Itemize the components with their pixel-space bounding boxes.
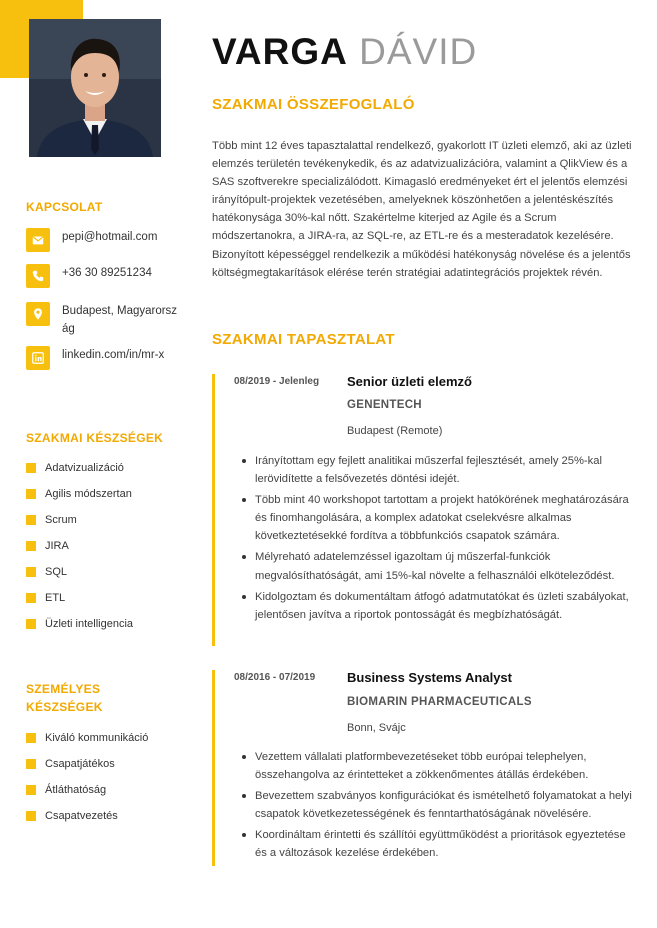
last-name: DÁVID <box>359 31 478 72</box>
square-bullet-icon <box>26 619 36 629</box>
contact-location-text: Budapest, Magyarország <box>62 305 178 335</box>
email-icon <box>26 228 50 252</box>
square-bullet-icon <box>26 489 36 499</box>
square-bullet-icon <box>26 759 36 769</box>
job-bullet-list <box>238 748 636 866</box>
list-item: ETL <box>26 585 133 611</box>
contact-email[interactable] <box>26 228 182 252</box>
job-bullet-list <box>238 452 636 627</box>
list-item: Csapatvezetés <box>26 803 148 829</box>
list-item: JIRA <box>26 533 133 559</box>
contact-phone-text: +36 30 89251234 <box>62 267 152 279</box>
list-item: Vezettem vállalati platformbevezetéseket több európai telephelyen, összehangolva az érintetteket a zökkenőmentes átállás érdekében. <box>238 748 636 784</box>
list-item: Bevezettem szabványos konfigurációkat és ismételhető folyamatokat a helyi csapatok következetességének és fenntarthatóságának növelésére. <box>238 787 636 823</box>
list-item: Üzleti intelligencia <box>26 611 133 637</box>
list-item: SQL <box>26 559 133 585</box>
contact-linkedin-text: linkedin.com/in/mr-x <box>62 349 165 361</box>
job-company: BIOMARIN PHARMACEUTICALS <box>347 696 532 708</box>
linkedin-icon <box>26 346 50 370</box>
square-bullet-icon <box>26 811 36 821</box>
job-title: Senior üzleti elemző <box>347 374 472 389</box>
list-item: Scrum <box>26 507 133 533</box>
professional-skills-heading: SZAKMAI KÉSZSÉGEK <box>26 431 164 445</box>
job-location: Bonn, Svájc <box>347 722 406 734</box>
list-item: Kidolgoztam és dokumentáltam átfogó adatmutatókat és üzleti szabályokat, jelentősen javítva a riportok pontosságát és megbízhatóságát. <box>238 588 636 624</box>
contact-location <box>26 302 182 338</box>
job-location: Budapest (Remote) <box>347 425 443 437</box>
contact-email-text: pepi@hotmail.com <box>62 231 158 243</box>
phone-icon <box>26 264 50 288</box>
experience-heading: SZAKMAI TAPASZTALAT <box>212 331 395 348</box>
first-name: VARGA <box>212 31 348 72</box>
job-company: GENENTECH <box>347 399 422 411</box>
square-bullet-icon <box>26 567 36 577</box>
job-date: 08/2016 - 07/2019 <box>234 672 316 683</box>
square-bullet-icon <box>26 541 36 551</box>
square-bullet-icon <box>26 463 36 473</box>
summary-text: Több mint 12 éves tapasztalattal rendelkező, gyakorlott IT üzleti elemző, aki az üzleti elemzés területén tevékenykedik, és az adatvizualizációra, valamint a QlikView és a SAS szoftverekre specializálódott. Kimagasló eredményeket ért el jelentős elemzési irányítópult-projektek vezetésében, amelyeknek köszönhetően a jelentéskészítés hatékonysága 30%-kal nőtt. Szakértelme kiterjed az Agile és a Scrum módszertanokra, a JIRA-ra, az SQL-re, az ETL-re és a mesteradatok kezelésére. Bizonyított képességgel rendelkezik a működési hatékonyság növelése és a jelentős költségmegtakarítások elérése terén stratégiai adatintegrációs projektek révén. <box>212 140 632 279</box>
list-item: Több mint 40 workshopot tartottam a projekt hatókörének meghatározására és finomhangolására, a komplex adatokat cselekvésre alkalmas következtetésekké fordítva a többfunkciós csapatok számára. <box>238 491 636 545</box>
contact-linkedin[interactable] <box>26 346 182 370</box>
job-timeline-bar <box>212 374 215 646</box>
job-title: Business Systems Analyst <box>347 670 512 685</box>
job-entry <box>212 374 642 646</box>
square-bullet-icon <box>26 733 36 743</box>
contact-heading: KAPCSOLAT <box>26 200 103 214</box>
location-icon <box>26 302 50 326</box>
list-item: Koordináltam érintetti és szállítói együttműködést a prioritások egyeztetése és a változások kezelése érdekében. <box>238 826 636 862</box>
square-bullet-icon <box>26 593 36 603</box>
job-date: 08/2019 - Jelenleg <box>234 376 320 387</box>
person-name <box>212 30 477 74</box>
job-timeline-bar <box>212 670 215 866</box>
sidebar <box>0 0 200 928</box>
list-item: Agilis módszertan <box>26 481 133 507</box>
list-item: Kiváló kommunikáció <box>26 725 148 751</box>
personal-skills-list <box>26 725 148 829</box>
summary-heading: SZAKMAI ÖSSZEFOGLALÓ <box>212 96 415 113</box>
list-item: Irányítottam egy fejlett analitikai műszerfal fejlesztését, amely 25%-kal lerövidítette a felsővezetés döntési idejét. <box>238 452 636 488</box>
professional-skills-list <box>26 455 133 637</box>
list-item: Átláthatóság <box>26 777 148 803</box>
list-item: Csapatjátékos <box>26 751 148 777</box>
job-entry <box>212 670 642 866</box>
list-item: Mélyreható adatelemzéssel igazoltam új műszerfal-funkciók megvalósíthatóságát, ami 15%-kal növelte a felhasználói elköteleződést. <box>238 548 636 584</box>
list-item: Adatvizualizáció <box>26 455 133 481</box>
square-bullet-icon <box>26 785 36 795</box>
personal-skills-heading: SZEMÉLYES KÉSZSÉGEK <box>26 682 103 714</box>
square-bullet-icon <box>26 515 36 525</box>
contact-phone[interactable] <box>26 264 182 288</box>
